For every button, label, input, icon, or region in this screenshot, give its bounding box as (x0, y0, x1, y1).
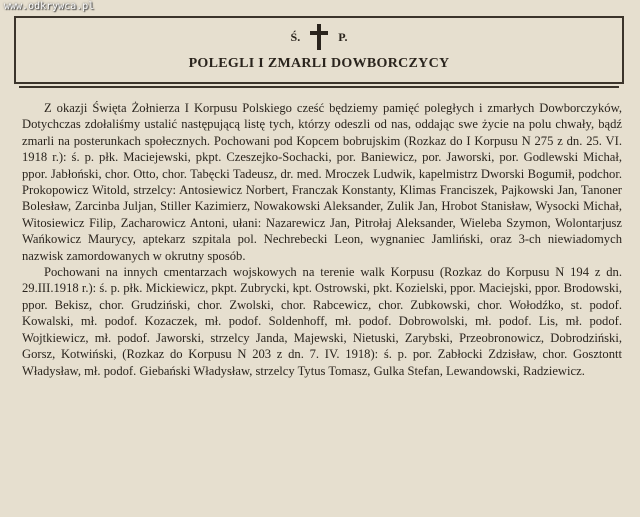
article-header (14, 16, 624, 84)
watermark: www.odkrywca.pl (4, 1, 95, 12)
sp-left: Ś. (290, 29, 301, 44)
article-title: POLEGLI I ZMARLI DOWBORCZYCY (188, 56, 450, 71)
memorial-line (16, 24, 622, 50)
article-body (22, 100, 622, 379)
paragraph-1: Z okazji Święta Żołnierza I Korpusu Polskiego cześć będziemy pamięć poległych i zmarłych Dowborczyków, Dotychczas zdołaliśmy ustalić następującą listę tych, którzy odeszli od nas, oddając swe życie na polu chwały, bądź zmarli na posterunkach społecznych. Pochowani pod Kopcem bobrujskim (Rozkaz do I Korpusu N 275 z dn. 25. VI. 1918 r.): ś. p. płk. Maciejewski, pkpt. Czeszejko-Sochacki, por. Baniewicz, por. Jaworski, por. Godlewski Michał, ppor. Jabłoński, chor. Otto, chor. Tabęcki Tadeusz, dr. med. Mroczek Ludwik, kapelmistrz Dworski Bogumił, podchor. Prokopowicz Witold, strzelcy: Antosiewicz Norbert, Franczak Konstanty, Klimas Franciszek, Pajkowski Jan, Tanoner Bolesław, Zarcinba Juljan, Stiller Kazimierz, Nowakowski Aleksander, Zulik Jan, Hrobot Stanisław, Wysocki Michał, Witosiewicz Filip, Zacharowicz Antoni, ułani: Nazarewicz Jan, Pitrołaj Aleksander, Wieleba Szymon, Wolontarjusz Wańkowicz Maurycy, aptekarz szpitala pol. Nechrebecki Leon, wygnaniec Jamliński, oraz 3-ch niewiadomych nazwisk zamordowanych w okrutny sposób. (22, 101, 622, 263)
paragraph-2: Pochowani na innych cmentarzach wojskowych na terenie walk Korpusu (Rozkaz do Korpusu N 194 z dn. 29.III.1918 r.): ś. p. płk. Mickiewicz, pkpt. Zubrycki, kpt. Ostrowski, pkt. Kozielski, ppor. Maciejski, ppor. Brodowski, ppor. Bekisz, chor. Grudziński, chor. Zwolski, chor. Rabcewicz, chor. Zubkowski, chor. Wołodźko, st. podof. Kowalski, mł. podof. Kozaczek, mł. podof. Soldenhoff, mł. podof. Dobrowolski, mł. podof. Lis, mł. podof. Wojtkiewicz, mł. podof. Jaworski, strzelcy Janda, Majewski, Nietuski, Zarybski, Przeobronowicz, Dobrodziński, Gorsz, Kotwiński, (Rozkaz do Korpusu N 203 z dn. 7. IV. 1918): ś. p. por. Zabłocki Zdzisław, chor. Gosztontt Władysław, mł. podof. Giebański Władysław, strzelcy Tytus Tomasz, Gulka Stefan, Lewandowski, Radziewicz. (22, 265, 622, 378)
cross-icon (310, 24, 328, 50)
sp-right: P. (338, 29, 348, 44)
